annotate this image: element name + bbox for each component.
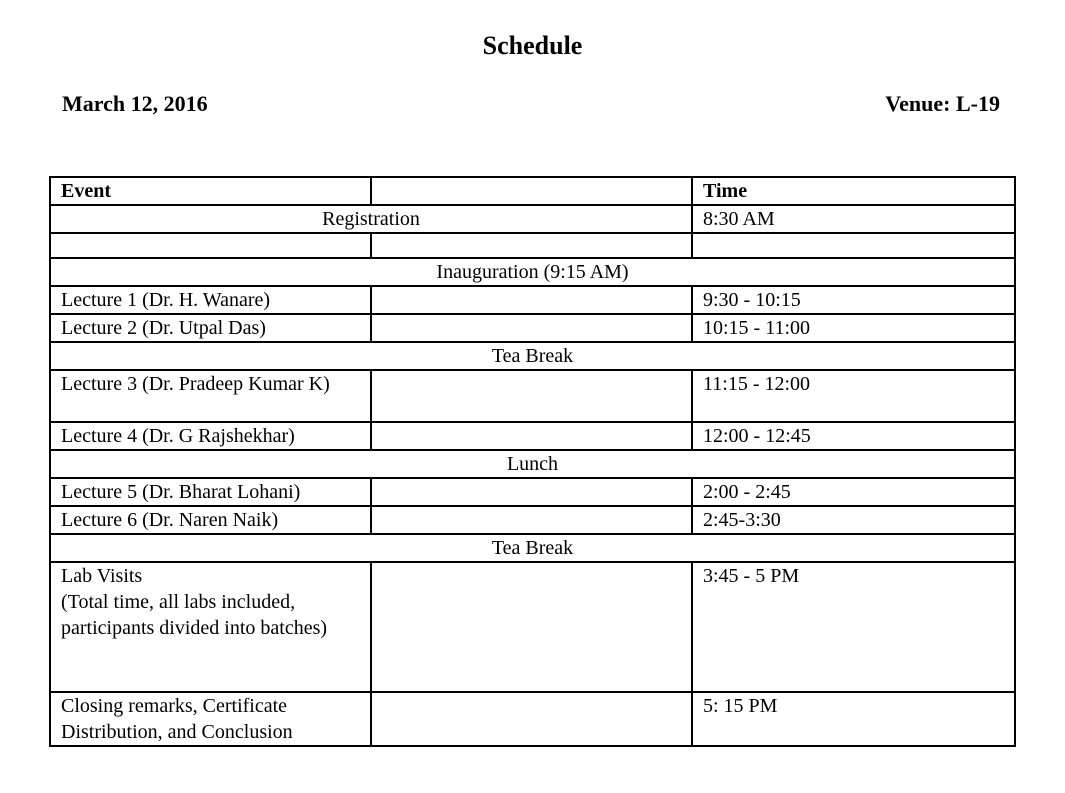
time-cell: 8:30 AM [692,205,1015,233]
table-row [50,286,1015,314]
table-row [50,450,1015,478]
time-cell: 2:00 - 2:45 [692,478,1015,506]
section-cell: Lunch [50,450,1015,478]
middle-cell [371,233,692,258]
event-venue: Venue: L-19 [885,91,1000,116]
event-cell: Lab Visits (Total time, all labs included, participants divided into batches) [50,562,371,692]
table-row [50,562,1015,692]
table-row [50,692,1015,746]
table-row [50,478,1015,506]
event-cell: Lecture 4 (Dr. G Rajshekhar) [50,422,371,450]
header-time: Time [692,177,1015,205]
middle-cell [371,370,692,422]
time-cell: 3:45 - 5 PM [692,562,1015,692]
event-cell: Registration [50,205,692,233]
time-cell: 12:00 - 12:45 [692,422,1015,450]
header-middle [371,177,692,205]
table-row [50,370,1015,422]
time-cell: 10:15 - 11:00 [692,314,1015,342]
time-cell [692,233,1015,258]
middle-cell [371,314,692,342]
time-cell: 9:30 - 10:15 [692,286,1015,314]
event-cell: Lecture 3 (Dr. Pradeep Kumar K) [50,370,371,422]
header-event: Event [50,177,371,205]
event-cell: Lecture 5 (Dr. Bharat Lohani) [50,478,371,506]
event-date: March 12, 2016 [62,91,208,116]
middle-cell [371,286,692,314]
schedule-table [49,176,1016,747]
event-cell: Lecture 2 (Dr. Utpal Das) [50,314,371,342]
time-cell: 2:45-3:30 [692,506,1015,534]
table-row [50,534,1015,562]
table-row [50,233,1015,258]
middle-cell [371,478,692,506]
table-row [50,342,1015,370]
time-cell: 5: 15 PM [692,692,1015,746]
table-header-row [50,177,1015,205]
table-row [50,314,1015,342]
event-cell: Lecture 6 (Dr. Naren Naik) [50,506,371,534]
middle-cell [371,506,692,534]
event-cell: Closing remarks, Certificate Distribution, and Conclusion [50,692,371,746]
table-row [50,205,1015,233]
middle-cell [371,422,692,450]
table-row [50,422,1015,450]
section-cell: Tea Break [50,534,1015,562]
time-cell: 11:15 - 12:00 [692,370,1015,422]
event-cell: Lecture 1 (Dr. H. Wanare) [50,286,371,314]
event-cell [50,233,371,258]
middle-cell [371,692,692,746]
table-row [50,258,1015,286]
section-cell: Inauguration (9:15 AM) [50,258,1015,286]
section-cell: Tea Break [50,342,1015,370]
page-title: Schedule [482,31,583,60]
middle-cell [371,562,692,692]
table-row [50,506,1015,534]
